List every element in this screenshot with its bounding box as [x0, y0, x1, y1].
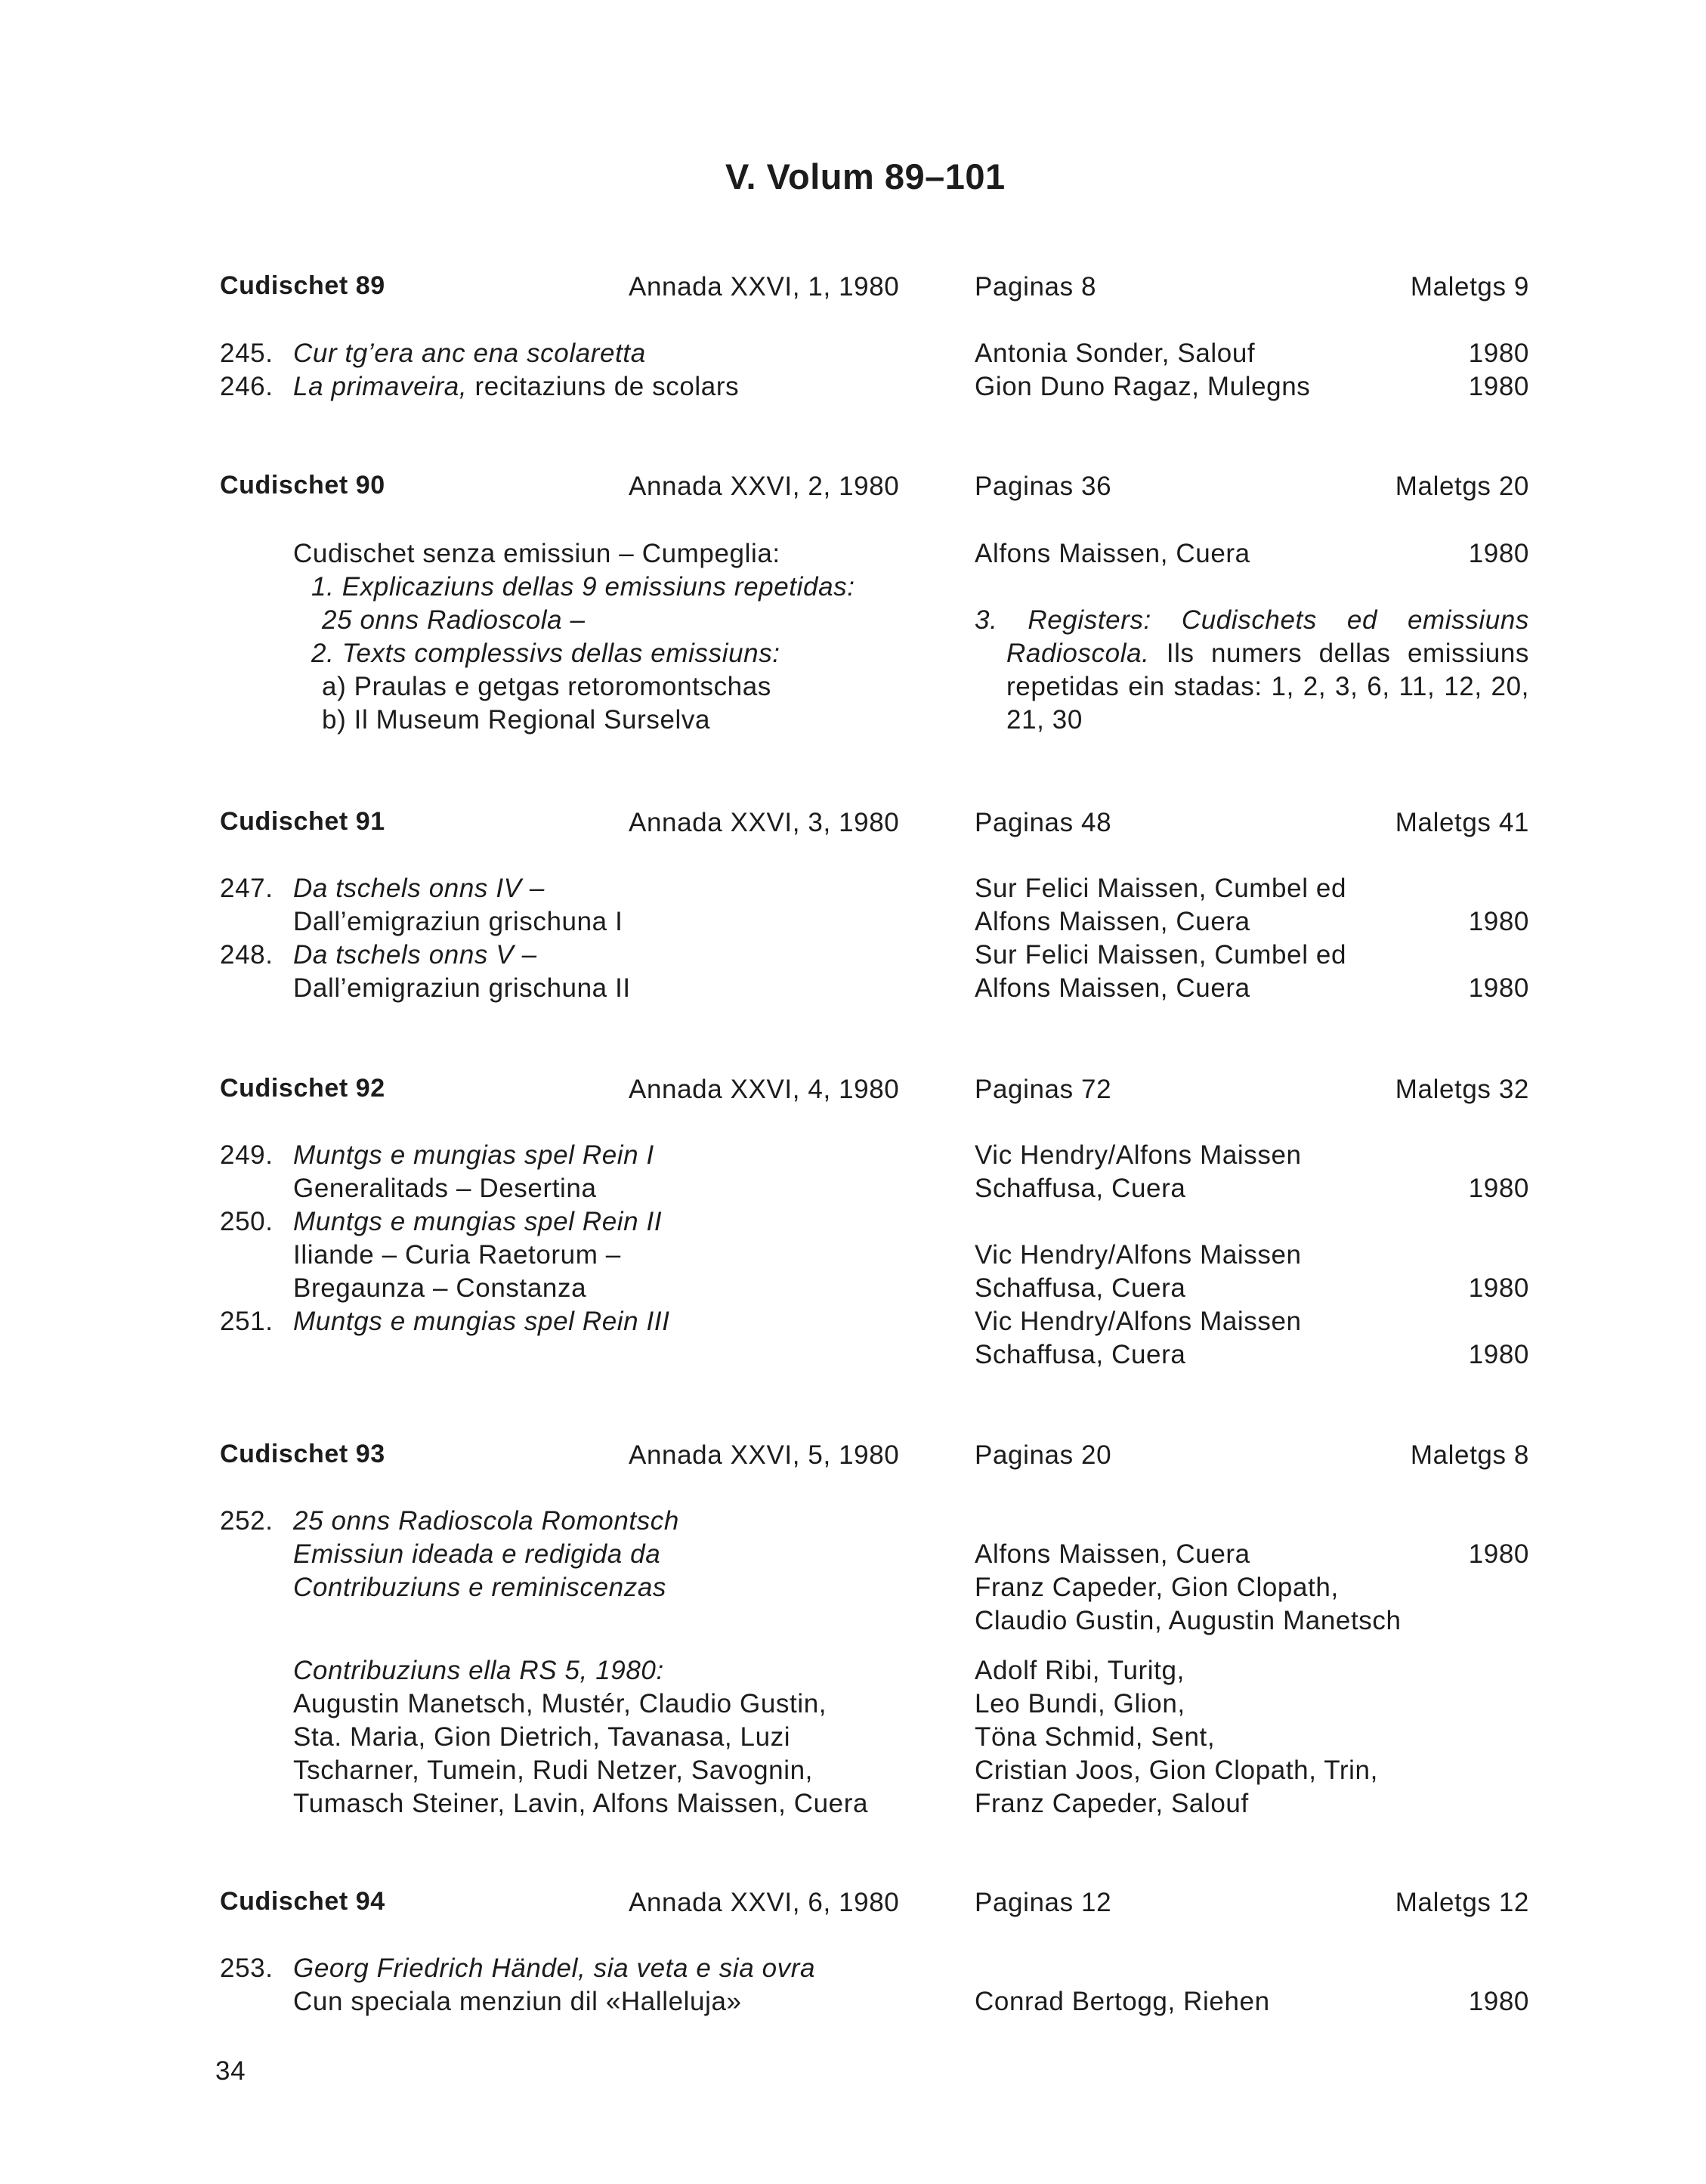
annada: Annada XXVI, 2, 1980 — [629, 472, 900, 501]
entry-author: Vic Hendry/Alfons Maissen — [975, 1307, 1302, 1336]
entry-number: 246. — [220, 372, 274, 401]
entry-year: 1980 — [1468, 907, 1529, 936]
entry-number: 252. — [220, 1506, 274, 1536]
cudischet-heading: Cudischet 94 — [220, 1887, 385, 1916]
entry-author: Claudio Gustin, Augustin Manetsch — [975, 1606, 1402, 1635]
entry-title: 25 onns Radioscola Romontsch — [293, 1506, 679, 1536]
entry-subtitle: Iliande – Curia Raetorum – — [293, 1240, 621, 1270]
contrib-line: Augustin Manetsch, Mustér, Claudio Gustin, — [293, 1689, 827, 1718]
entry-number: 250. — [220, 1207, 274, 1236]
contrib-right-line: Cristian Joos, Gion Clopath, Trin, — [975, 1756, 1378, 1785]
contrib-line: Sta. Maria, Gion Dietrich, Tavanasa, Luzi — [293, 1722, 791, 1752]
entry-title: Da tschels onns V – — [293, 940, 537, 970]
entry-subtitle: Contribuziuns e reminiscenzas — [293, 1573, 667, 1602]
registers-line — [1006, 637, 1529, 670]
entry-author: Alfons Maissen, Cuera — [975, 539, 1250, 568]
content-line: a) Praulas e getgas retoromontschas — [322, 672, 771, 701]
content-line: 1. Explicaziuns dellas 9 emissiuns repetidas: — [311, 572, 855, 602]
entry-author: Alfons Maissen, Cuera — [975, 973, 1250, 1003]
registers-line: repetidas ein stadas: 1, 2, 3, 6, 11, 12, 20, — [1006, 672, 1529, 701]
entry-author: Schaffusa, Cuera — [975, 1273, 1186, 1303]
paginas: Paginas 48 — [975, 808, 1112, 837]
paginas: Paginas 20 — [975, 1440, 1112, 1470]
entry-author: Vic Hendry/Alfons Maissen — [975, 1240, 1302, 1270]
entry-author: Schaffusa, Cuera — [975, 1174, 1186, 1203]
content-line: 2. Texts complessivs dellas emissiuns: — [311, 639, 780, 668]
registers-italic: Radioscola. — [1006, 639, 1150, 668]
entry-number: 249. — [220, 1140, 274, 1170]
entry-number: 247. — [220, 874, 274, 903]
entry-author: Conrad Bertogg, Riehen — [975, 1987, 1270, 2016]
contrib-line: Tscharner, Tumein, Rudi Netzer, Savognin, — [293, 1756, 813, 1785]
paginas: Paginas 8 — [975, 272, 1097, 302]
entry-year: 1980 — [1468, 1273, 1529, 1303]
entry-subtitle: Emissiun ideada e redigida da — [293, 1539, 661, 1569]
maletgs: Maletgs 12 — [1395, 1888, 1529, 1917]
contrib-right-line: Töna Schmid, Sent, — [975, 1722, 1216, 1752]
entry-author: Antonia Sonder, Salouf — [975, 339, 1256, 368]
content-line: b) Il Museum Regional Surselva — [322, 705, 711, 735]
entry-subtitle: Generalitads – Desertina — [293, 1174, 597, 1203]
annada: Annada XXVI, 3, 1980 — [629, 808, 900, 837]
content-line: 25 onns Radioscola – — [322, 605, 586, 635]
entry-year: 1980 — [1468, 1340, 1529, 1369]
entry-author: Sur Felici Maissen, Cumbel ed — [975, 940, 1347, 970]
maletgs: Maletgs 9 — [1410, 272, 1529, 302]
paginas: Paginas 36 — [975, 472, 1112, 501]
cudischet-heading: Cudischet 89 — [220, 271, 385, 300]
entry-title: Georg Friedrich Händel, sia veta e sia ovra — [293, 1954, 816, 1983]
entry-author: Alfons Maissen, Cuera — [975, 907, 1250, 936]
entry-title: Da tschels onns IV – — [293, 874, 545, 903]
contrib-line: Tumasch Steiner, Lavin, Alfons Maissen, Cuera — [293, 1789, 869, 1818]
entry-number: 253. — [220, 1954, 274, 1983]
maletgs: Maletgs 41 — [1395, 808, 1529, 837]
page-number: 34 — [215, 2056, 246, 2086]
entry-title-rest: recitaziuns de scolars — [474, 372, 740, 401]
annada: Annada XXVI, 1, 1980 — [629, 272, 900, 302]
contrib-right-line: Franz Capeder, Salouf — [975, 1789, 1249, 1818]
maletgs: Maletgs 20 — [1395, 472, 1529, 501]
entry-year: 1980 — [1468, 973, 1529, 1003]
entry-title: Cur tg’era anc ena scolaretta — [293, 339, 646, 368]
entry-subtitle: Cun speciala menziun dil «Halleluja» — [293, 1987, 742, 2016]
annada: Annada XXVI, 5, 1980 — [629, 1440, 900, 1470]
entry-author: Schaffusa, Cuera — [975, 1340, 1186, 1369]
maletgs: Maletgs 32 — [1395, 1075, 1529, 1104]
cudischet-heading: Cudischet 91 — [220, 807, 385, 836]
entry-author: Alfons Maissen, Cuera — [975, 1539, 1250, 1569]
cudischet-heading: Cudischet 92 — [220, 1074, 385, 1103]
entry-title — [293, 370, 739, 404]
contrib-right-line: Adolf Ribi, Turitg, — [975, 1656, 1185, 1685]
cudischet-heading: Cudischet 90 — [220, 471, 385, 500]
annada: Annada XXVI, 6, 1980 — [629, 1888, 900, 1917]
registers-rest: Ils numers dellas emissiuns — [1149, 639, 1529, 668]
entry-title: Muntgs e mungias spel Rein I — [293, 1140, 654, 1170]
entry-year: 1980 — [1468, 339, 1529, 368]
entry-year: 1980 — [1468, 1174, 1529, 1203]
content-line: Cudischet senza emissiun – Cumpeglia: — [293, 539, 780, 568]
registers-line: 3. Registers: Cudischets ed emissiuns — [975, 605, 1529, 635]
entry-subtitle: Dall’emigraziun grischuna II — [293, 973, 631, 1003]
entry-year: 1980 — [1468, 1539, 1529, 1569]
entry-author: Gion Duno Ragaz, Mulegns — [975, 372, 1311, 401]
contrib-heading: Contribuziuns ella RS 5, 1980: — [293, 1656, 664, 1685]
entry-title-italic: La primaveira, — [293, 372, 468, 401]
entry-subtitle: Bregaunza – Constanza — [293, 1273, 587, 1303]
maletgs: Maletgs 8 — [1410, 1440, 1529, 1470]
entry-author: Sur Felici Maissen, Cumbel ed — [975, 874, 1347, 903]
entry-title: Muntgs e mungias spel Rein III — [293, 1307, 670, 1336]
registers-line: 21, 30 — [1006, 705, 1083, 735]
paginas: Paginas 72 — [975, 1075, 1112, 1104]
entry-year: 1980 — [1468, 539, 1529, 568]
entry-subtitle: Dall’emigraziun grischuna I — [293, 907, 623, 936]
entry-year: 1980 — [1468, 1987, 1529, 2016]
entry-number: 251. — [220, 1307, 274, 1336]
entry-title: Muntgs e mungias spel Rein II — [293, 1207, 663, 1236]
annada: Annada XXVI, 4, 1980 — [629, 1075, 900, 1104]
entry-author: Franz Capeder, Gion Clopath, — [975, 1573, 1339, 1602]
entry-number: 245. — [220, 339, 274, 368]
page-title: V. Volum 89–101 — [725, 156, 1006, 196]
entry-number: 248. — [220, 940, 274, 970]
entry-author: Vic Hendry/Alfons Maissen — [975, 1140, 1302, 1170]
contrib-right-line: Leo Bundi, Glion, — [975, 1689, 1185, 1718]
cudischet-heading: Cudischet 93 — [220, 1440, 385, 1468]
entry-year: 1980 — [1468, 372, 1529, 401]
paginas: Paginas 12 — [975, 1888, 1112, 1917]
